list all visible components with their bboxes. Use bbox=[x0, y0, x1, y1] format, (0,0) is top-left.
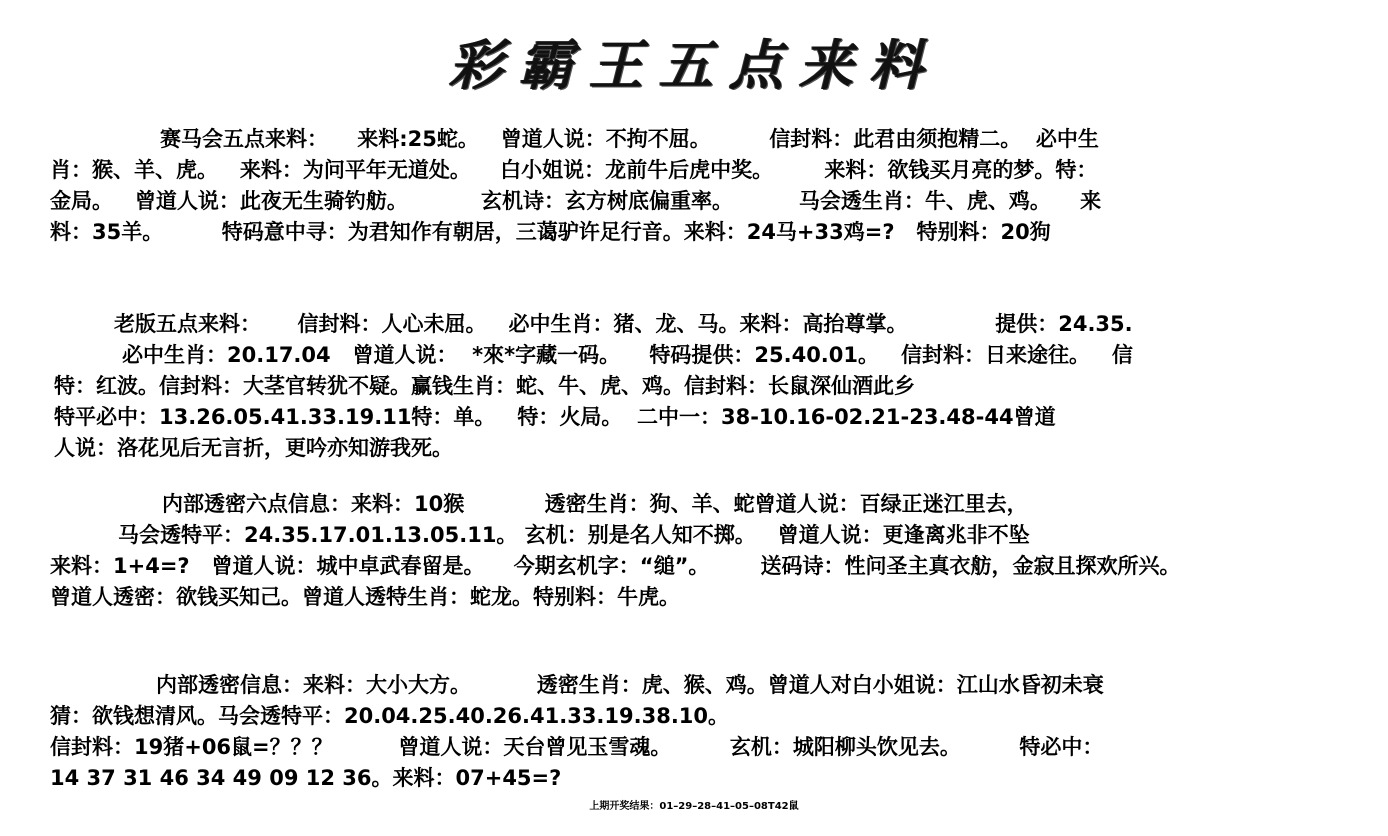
section-2-line-5: 人说：洛花见后无言折，更吟亦知游我死。 bbox=[54, 436, 453, 460]
section-1-line-3: 金局。 曾道人说：此夜无生骑钓舫。 玄机诗：玄方树底偏重率。 马会透生肖：牛、虎、鸡。 来 bbox=[50, 189, 1102, 213]
section-2-line-1: 老版五点来料： 信封料：人心未屈。 必中生肖：猪、龙、马。来料：高抬尊掌。 提供：24.35. bbox=[114, 312, 1133, 336]
section-2-line-3: 特：红波。信封料：大茎官转犹不疑。赢钱生肖：蛇、牛、虎、鸡。信封料：长鼠深仙酒此乡 bbox=[54, 374, 915, 398]
section-1-line-4: 料：35羊。 特码意中寻：为君知作有朝居，三蔼驴许足行音。来料：24马+33鸡=? 特别料：20狗 bbox=[50, 220, 1051, 244]
section-4-line-1: 内部透密信息：来料：大小大方。 透密生肖：虎、猴、鸡。曾道人对白小姐说：江山水昏初未衰 bbox=[156, 673, 1104, 697]
section-2-line-4: 特平必中：13.26.05.41.33.19.11特：单。 特：火局。 二中一：38-10.16-02.21-23.48-44曾道 bbox=[54, 405, 1056, 429]
section-4-line-3: 信封料：19猪+06鼠=？？？ 曾道人说：天台曾见玉雪魂。 玄机：城阳柳头饮见去。 特必中： bbox=[50, 735, 1104, 759]
section-4-line-4: 14 37 31 46 34 49 09 12 36。来料：07+45=? bbox=[50, 766, 562, 790]
page-title: 彩霸王五点来料 bbox=[449, 33, 939, 97]
section-3-line-3: 来料：1+4=? 曾道人说：城中卓武春留是。 今期玄机字：“缒”。 送码诗：性问圣主真衣舫，金寂且探欢所兴。 bbox=[50, 554, 1181, 578]
section-1-line-1: 赛马会五点来料： 来料:25蛇。 曾道人说：不拘不屈。 信封料：此君由须抱精二。 必中生 bbox=[160, 127, 1099, 151]
section-3-line-1: 内部透密六点信息：来料：10猴 透密生肖：狗、羊、蛇曾道人说：百绿正迷江里去， bbox=[162, 492, 1028, 516]
section-1-line-2: 肖：猴、羊、虎。 来料：为问平年无道处。 白小姐说：龙前牛后虎中奖。 来料：欲钱买月亮的梦。特： bbox=[50, 158, 1098, 182]
section-2-line-2: 必中生肖：20.17.04 曾道人说： *來*字藏一码。 特码提供：25.40.01。 信封料：日来途往。 信 bbox=[122, 343, 1133, 367]
section-3-line-4: 曾道人透密：欲钱买知己。曾道人透特生肖：蛇龙。特别料：牛虎。 bbox=[50, 585, 680, 609]
section-3-line-2: 马会透特平：24.35.17.01.13.05.11。 玄机：别是名人知不掷。 曾道人说：更逢离兆非不坠 bbox=[118, 523, 1030, 547]
last-draw-result: 上期开奖结果：01–29–28–41–05–08T42鼠 bbox=[589, 801, 799, 812]
section-4-line-2: 猜：欲钱想清风。马会透特平：20.04.25.40.26.41.33.19.38.10。 bbox=[50, 704, 730, 728]
